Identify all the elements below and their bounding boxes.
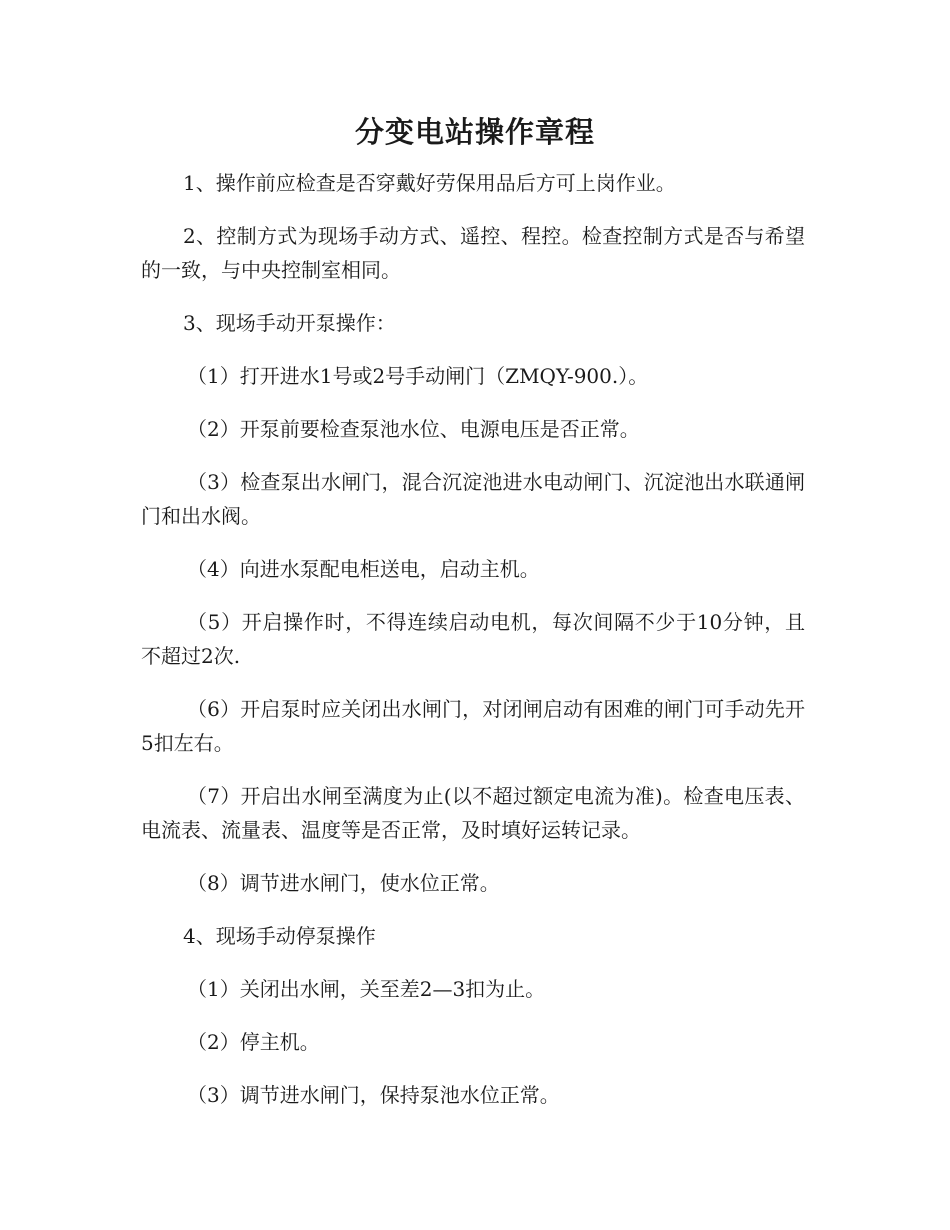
document-title: 分变电站操作章程: [354, 115, 595, 149]
paragraph-4-3: （3）调节进水闸门，保持泵池水位正常。: [187, 1083, 560, 1107]
paragraph-4-2: （2）停主机。: [187, 1030, 320, 1054]
paragraph-3-5: （5）开启操作时，不得连续启动电机，每次间隔不少于10分钟，且不超过2次.: [141, 610, 805, 668]
paragraph-3-8: （8）调节进水闸门，使水位正常。: [187, 871, 500, 895]
paragraph-3-6: （6）开启泵时应关闭出水闸门，对闭闸启动有困难的闸门可手动先开5扣左右。: [141, 697, 805, 755]
paragraph-3-4: （4）向进水泵配电柜送电，启动主机。: [187, 557, 540, 581]
paragraph-3-3: （3）检查泵出水闸门，混合沉淀池进水电动闸门、沉淀池出水联通闸门和出水阀。: [141, 470, 805, 528]
document-body: [141, 166, 805, 1131]
paragraph-3-2: （2）开泵前要检查泵池水位、电源电压是否正常。: [187, 417, 640, 441]
paragraph-3: 3、现场手动开泵操作：: [183, 311, 396, 335]
paragraph-4: 4、现场手动停泵操作: [183, 924, 376, 948]
paragraph-3-1: （1）打开进水1号或2号手动闸门（ZMQY-900.）。: [187, 364, 649, 388]
paragraph-3-7: （7）开启出水闸至满度为止(以不超过额定电流为准)。检查电压表、电流表、流量表、温度等是否正常，及时填好运转记录。: [141, 784, 805, 842]
paragraph-1: 1、操作前应检查是否穿戴好劳保用品后方可上岗作业。: [183, 171, 676, 195]
paragraph-4-1: （1）关闭出水闸，关至差2—3扣为止。: [187, 977, 546, 1001]
paragraph-2: 2、控制方式为现场手动方式、遥控、程控。检查控制方式是否与希望的一致，与中央控制室相同。: [141, 224, 805, 282]
